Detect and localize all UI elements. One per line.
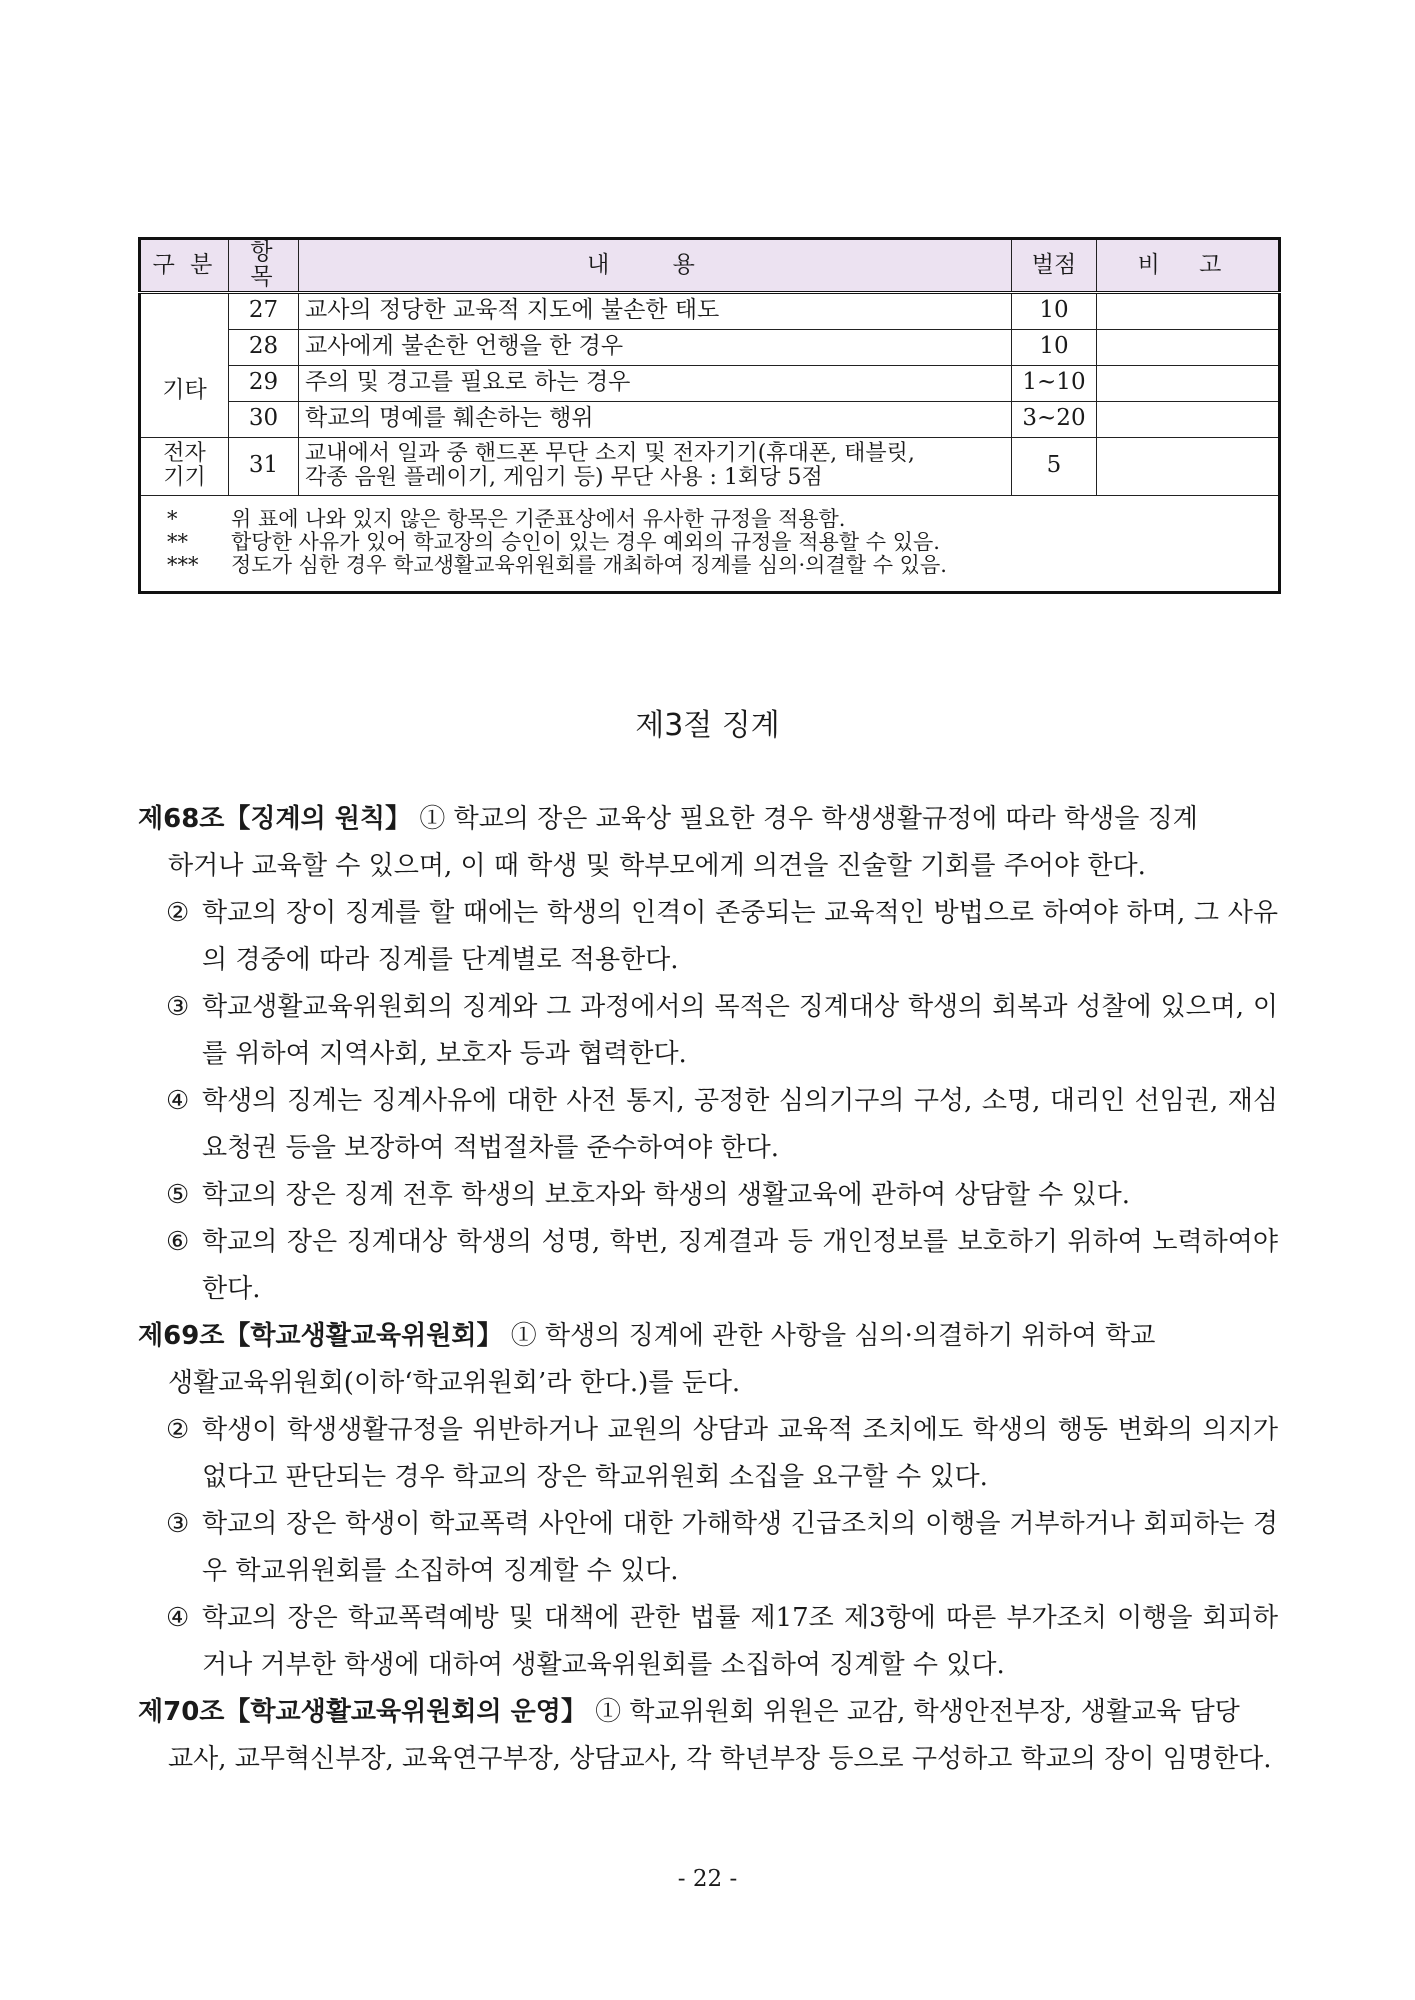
article-heading: 제68조【징계의 원칙】 (138, 804, 412, 834)
note-text: 정도가 심한 경우 학교생활교육위원회를 개최하여 징계를 심의·의결할 수 있음. (231, 552, 947, 577)
item-points: 3~20 (1012, 401, 1097, 437)
clause (138, 1078, 1278, 1172)
clause-text: 학생의 징계는 징계사유에 대한 사전 통지, 공정한 심의기구의 구성, 소명, 대리인 선임권, 재심요청권 등을 보장하여 적법절차를 준수하여야 한다. (202, 1086, 1278, 1163)
item-content-line1: 교내에서 일과 중 핸드폰 무단 소지 및 전자기기(휴대폰, 태블릿, (305, 440, 915, 466)
note-text: 합당한 사유가 있어 학교장의 승인이 있는 경우 예외의 규정을 적용할 수 있음. (231, 529, 940, 554)
page-number: - 22 - (677, 1866, 738, 1892)
header-remarks: 비 고 (1097, 239, 1280, 293)
table-header-row (140, 239, 1280, 293)
item-content (299, 437, 1012, 495)
clause-text: 학교의 장은 학생이 학교폭력 사안에 대한 가해학생 긴급조치의 이행을 거부하거나 회피하는 경우 학교위원회를 소집하여 징계할 수 있다. (202, 1509, 1278, 1586)
item-content: 주의 및 경고를 필요로 하는 경우 (299, 365, 1012, 401)
category-electronic-line2: 기기 (163, 465, 206, 491)
article-70 (138, 1689, 1278, 1783)
clause-text: 학생이 학생생활규정을 위반하거나 교원의 상담과 교육적 조치에도 학생의 행동 변화의 의지가 없다고 판단되는 경우 학교의 장은 학교위원회 소집을 요구할 수 있다. (202, 1415, 1278, 1492)
note-mark: * (167, 506, 178, 531)
notes-cell (140, 495, 1280, 592)
clause-number: ⑥ (166, 1227, 190, 1257)
table-row (140, 437, 1280, 495)
note-mark: *** (167, 552, 199, 577)
item-content-line2: 각종 음원 플레이기, 게임기 등) 무단 사용 : 1회당 5점 (305, 465, 823, 491)
clause (138, 890, 1278, 984)
header-points: 벌점 (1012, 239, 1097, 293)
clause (138, 1501, 1278, 1595)
note-line (167, 554, 1258, 577)
clause (138, 1219, 1278, 1313)
clause-text: 학교의 장은 징계 전후 학생의 보호자와 학생의 생활교육에 관하여 상담할 수 있다. (202, 1180, 1131, 1210)
clause-number: ② (166, 1415, 190, 1445)
clause (138, 1172, 1278, 1219)
note-line (167, 508, 1258, 531)
category-electronic-line1: 전자 (163, 440, 206, 466)
article-first-clause: ① 학교의 장은 교육상 필요한 경우 학생생활규정에 따라 학생을 징계 (419, 804, 1198, 834)
item-remarks (1097, 329, 1280, 365)
article-heading: 제70조【학교생활교육위원회의 운영】 (138, 1697, 587, 1727)
article-heading: 제69조【학교생활교육위원회】 (138, 1321, 503, 1351)
item-content: 학교의 명예를 훼손하는 행위 (299, 401, 1012, 437)
article-first-clause: ① 학교위원회 위원은 교감, 학생안전부장, 생활교육 담당 (595, 1697, 1240, 1727)
header-category: 구 분 (140, 239, 229, 293)
clause-number: ② (166, 898, 190, 928)
clause-number: ④ (166, 1086, 190, 1116)
clause-text: 학교생활교육위원회의 징계와 그 과정에서의 목적은 징계대상 학생의 회복과 성찰에 있으며, 이를 위하여 지역사회, 보호자 등과 협력한다. (202, 992, 1278, 1069)
clause-text: 학교의 장은 징계대상 학생의 성명, 학번, 징계결과 등 개인정보를 보호하기 위하여 노력하여야 한다. (202, 1227, 1278, 1304)
item-number: 27 (229, 292, 299, 329)
clause (138, 1407, 1278, 1501)
note-mark: ** (167, 529, 188, 554)
document-body (138, 796, 1278, 1783)
table-row (140, 292, 1280, 329)
item-content: 교사의 정당한 교육적 지도에 불손한 태도 (299, 292, 1012, 329)
item-remarks (1097, 401, 1280, 437)
category-etc-label: 기타 (162, 377, 207, 404)
penalty-table-wrapper (138, 237, 1278, 594)
clause-number: ④ (166, 1603, 190, 1633)
article-first-continuation: 하거나 교육할 수 있으며, 이 때 학생 및 학부모에게 의견을 진술할 기회를 주어야 한다. (168, 851, 1146, 881)
clause-number: ③ (166, 1509, 190, 1539)
article-first-continuation: 생활교육위원회(이하‘학교위원회’라 한다.)를 둔다. (168, 1368, 741, 1398)
table-row (140, 401, 1280, 437)
item-remarks (1097, 365, 1280, 401)
item-points: 10 (1012, 329, 1097, 365)
table-row (140, 329, 1280, 365)
header-content: 내 용 (299, 239, 1012, 293)
item-number: 29 (229, 365, 299, 401)
clause-number: ⑤ (166, 1180, 190, 1210)
table-row (140, 365, 1280, 401)
article-first-continuation: 교사, 교무혁신부장, 교육연구부장, 상담교사, 각 학년부장 등으로 구성하고 학교의 장이 임명한다. (168, 1744, 1272, 1774)
item-number: 28 (229, 329, 299, 365)
notes-row (140, 495, 1280, 592)
clause-text: 학교의 장은 학교폭력예방 및 대책에 관한 법률 제17조 제3항에 따른 부가조치 이행을 회피하거나 거부한 학생에 대하여 생활교육위원회를 소집하여 징계할 수 있다. (202, 1603, 1278, 1680)
item-remarks (1097, 437, 1280, 495)
clause-text: 학교의 장이 징계를 할 때에는 학생의 인격이 존중되는 교육적인 방법으로 하여야 하며, 그 사유의 경중에 따라 징계를 단계별로 적용한다. (202, 898, 1278, 975)
item-number: 31 (229, 437, 299, 495)
note-line (167, 531, 1258, 554)
header-item: 항 목 (229, 239, 299, 293)
article-69 (138, 1313, 1278, 1407)
article-68 (138, 796, 1278, 890)
clause-number: ③ (166, 992, 190, 1022)
section-title: 제3절 징계 (635, 708, 780, 743)
clause (138, 1595, 1278, 1689)
article-first-clause: ① 학생의 징계에 관한 사항을 심의·의결하기 위하여 학교 (510, 1321, 1156, 1351)
item-points: 5 (1012, 437, 1097, 495)
penalty-table (138, 237, 1281, 594)
category-etc (140, 292, 229, 437)
item-content: 교사에게 불손한 언행을 한 경우 (299, 329, 1012, 365)
item-remarks (1097, 292, 1280, 329)
item-points: 1~10 (1012, 365, 1097, 401)
note-text: 위 표에 나와 있지 않은 항목은 기준표상에서 유사한 규정을 적용함. (231, 506, 846, 531)
category-electronic (140, 437, 229, 495)
item-points: 10 (1012, 292, 1097, 329)
item-number: 30 (229, 401, 299, 437)
clause (138, 984, 1278, 1078)
